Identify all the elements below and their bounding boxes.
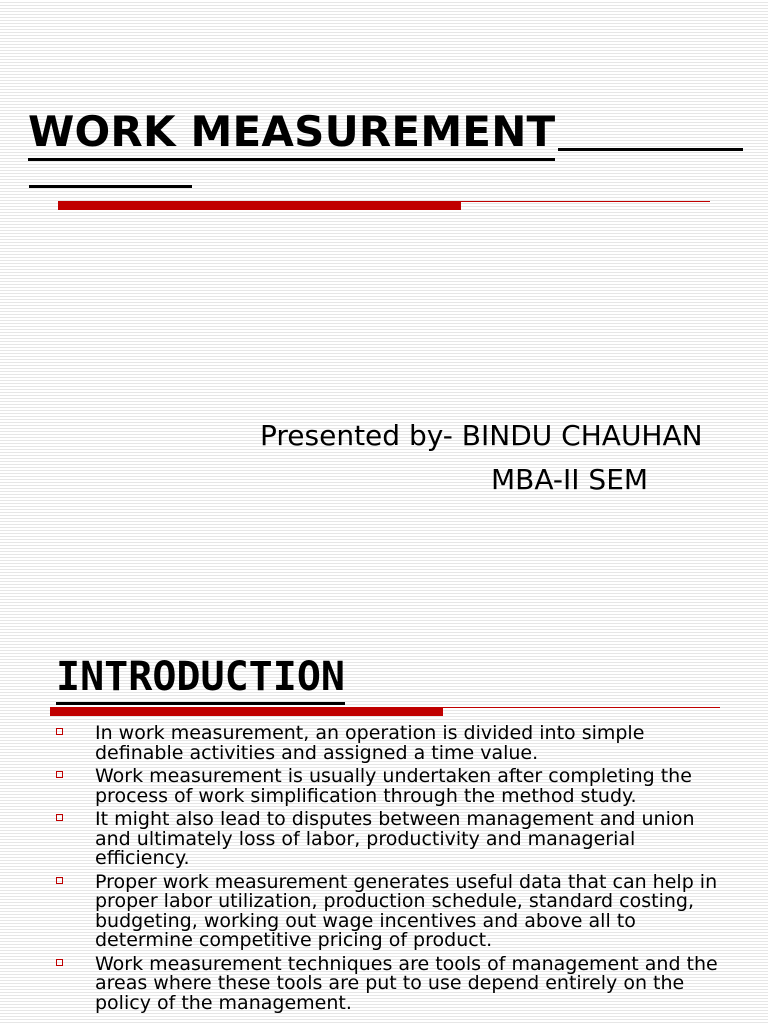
list-item: [55, 952, 735, 1014]
bullet-text: Work measurement is usually undertaken after completing the process of work simplification through the method study.: [95, 765, 692, 807]
presenter-line: Presented by- BINDU CHAUHAN: [260, 419, 703, 452]
bullet-text: Proper work measurement generates useful data that can help in proper labor utilization, production schedule, standard costing, budgeting, working out wage incentives and above all to determine competitive pricing of product.: [95, 870, 718, 951]
slide-title: INTRODUCTION: [56, 652, 345, 705]
accent-bar-thick: [50, 707, 443, 716]
bullet-text: Work measurement techniques are tools of management and the areas where these tools are put to use depend entirely on the policy of the management.: [95, 952, 718, 1014]
accent-bar-thick: [58, 201, 461, 210]
title-underline-extension: [558, 148, 743, 151]
accent-bar-thin: [461, 201, 710, 202]
introduction-slide: [0, 620, 768, 1024]
hollow-square-bullet-icon: [56, 877, 63, 884]
list-item: [55, 870, 735, 951]
title-underline-second-line: [29, 185, 192, 188]
hollow-square-bullet-icon: [56, 728, 63, 735]
bullet-text: In work measurement, an operation is divided into simple definable activities and assigned a time value.: [95, 722, 645, 764]
accent-bar-thin: [443, 707, 720, 708]
slide-title: WORK MEASUREMENT: [28, 106, 555, 161]
hollow-square-bullet-icon: [56, 771, 63, 778]
class-line: MBA-II SEM: [491, 463, 649, 496]
list-item: [55, 767, 735, 806]
hollow-square-bullet-icon: [56, 814, 63, 821]
bullet-list: [55, 724, 735, 1017]
list-item: [55, 724, 735, 763]
list-item: [55, 810, 735, 869]
hollow-square-bullet-icon: [56, 959, 63, 966]
bullet-text: It might also lead to disputes between management and union and ultimately loss of labor, productivity and managerial efficiency.: [95, 808, 695, 869]
